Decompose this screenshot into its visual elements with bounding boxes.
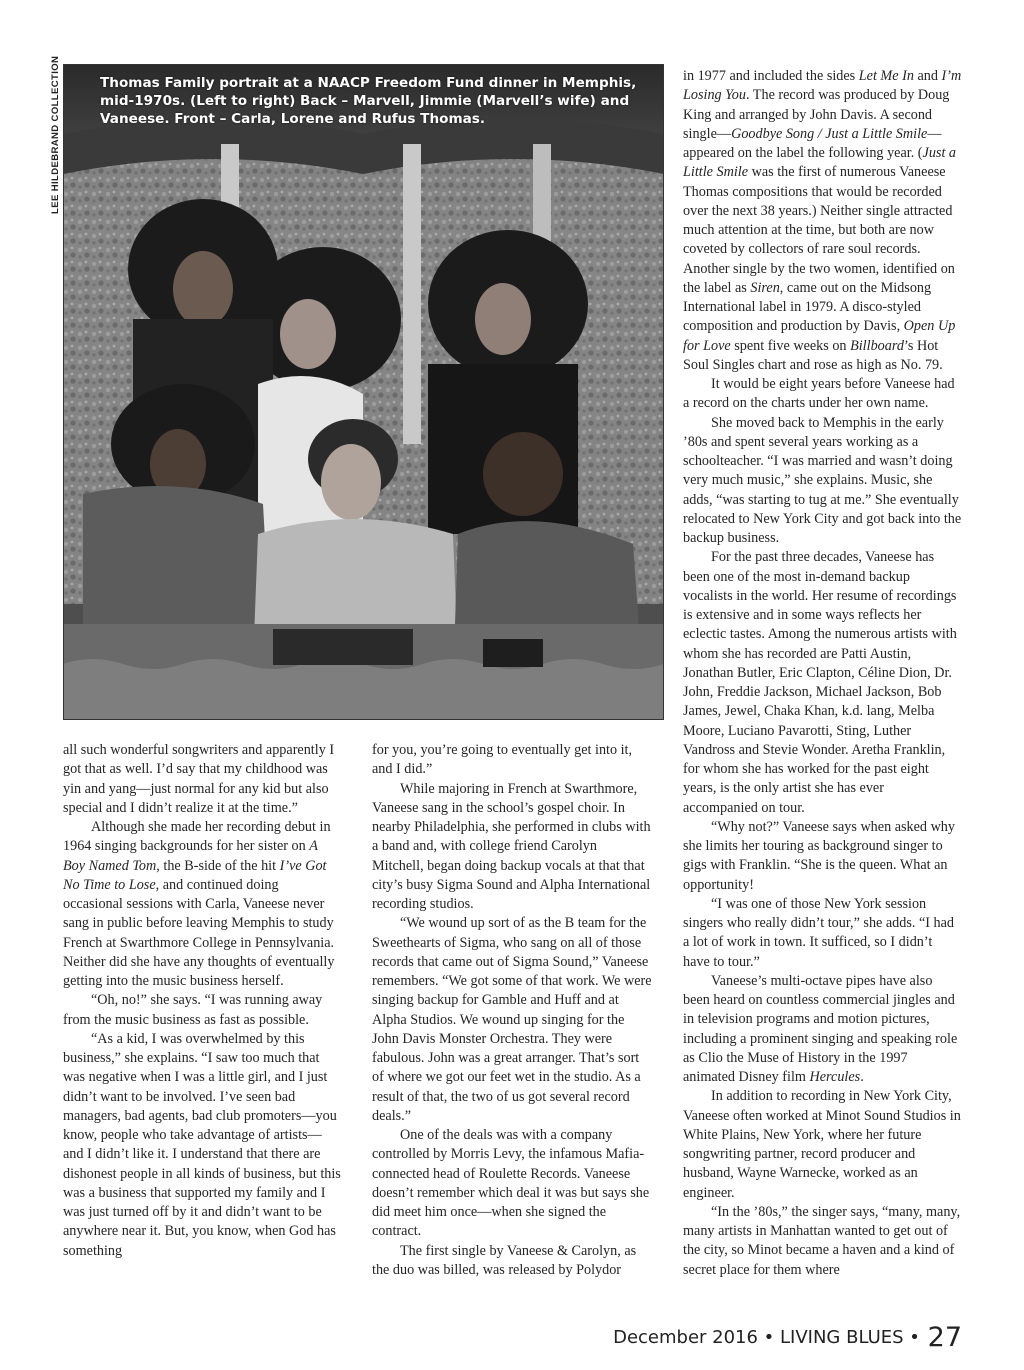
article-column-1 — [63, 741, 341, 1261]
song-title: I’m Losing You — [683, 68, 962, 104]
text-run: , the B-side of the hit — [156, 857, 280, 874]
paragraph — [63, 818, 341, 991]
text-run: and — [913, 68, 942, 84]
paragraph: While majoring in French at Swarthmore, Vaneese sang in the school’s gospel choir. In nearby Philadelphia, she performed in clubs with a band and, with college friend Carolyn Mitchell, began doing backup vocals at that that city’s busy Sigma Sound and Alpha International recording studios. — [372, 780, 651, 912]
text-run: . — [860, 1069, 864, 1085]
song-title: A Boy Named Tom — [63, 838, 318, 874]
song-title: Just a Little Smile — [683, 145, 957, 181]
artist-name: Siren — [750, 279, 780, 296]
text-run: spent five weeks on — [730, 337, 851, 354]
publication-title: Billboard — [850, 337, 904, 354]
photo-credit: LEE HILDEBRAND COLLECTION — [50, 55, 61, 214]
paragraph: “Why not?” Vaneese says when asked why she limits her touring as background singer to gigs with Franklin. “She is the queen. What an opportunity! — [683, 818, 955, 893]
song-title: Let Me In — [858, 68, 914, 84]
paragraph: “I was one of those New York session singers who really didn’t tour,” she adds. “I had a lot of work in town. It sufficed, so I didn’t have to tour.” — [683, 895, 955, 970]
photo-caption: Thomas Family portrait at a NAACP Freedom Fund dinner in Memphis, mid-1970s. (Left to right) Back – Marvell, Jimmie (Marvell’s wife) and Vaneese. Front – Carla, Lorene and Rufus Thomas. — [100, 75, 637, 127]
paragraph: for you, you’re going to eventually get into it, and I did.” — [372, 742, 633, 778]
paragraph: One of the deals was with a company controlled by Morris Levy, the infamous Mafia-connected head of Roulette Records. Vaneese doesn’t remember which deal it was but says she did meet him once—when she signed the contract. — [372, 1127, 650, 1240]
paragraph: For the past three decades, Vaneese has been one of the most in-demand backup vocalists in the world. Her resume of recordings is extensive and in some ways reflects her eclectic tastes. Among the numerous artists with whom she has recorded are Patti Austin, Jonathan Butler, Eric Clapton, Céline Dion, Dr. John, Freddie Jackson, Michael Jackson, Bob James, Jewel, Chaka Khan, k.d. lang, Melba Moore, Luciano Pavarotti, Sting, Luther Vandross and Stevie Wonder. Aretha Franklin, for whom she has worked for the past eight years, is the only artist she has ever accompanied on tour. — [683, 549, 957, 816]
text-run: Vaneese’s multi-octave pipes have also been heard on countless commercial jingles and in television programs and motion pictures, including a prominent singing and speaking role as Clio the Muse of History in the 1997 animated Disney film — [683, 972, 958, 1085]
page-number: 27 — [927, 1322, 962, 1353]
paragraph: It would be eight years before Vaneese had a record on the charts under her own name. — [683, 376, 955, 412]
text-run: ’s Hot Soul Singles chart and rose as high as No. 79. — [683, 337, 943, 373]
paragraph: The first single by Vaneese & Carolyn, as the duo was billed, was released by Polydor — [372, 1242, 637, 1278]
paragraph: In addition to recording in New York City, Vaneese often worked at Minot Sound Studios in White Plains, New York, where her future songwriting partner, record producer and husband, Wayne Warnecke, worked as an engineer. — [683, 1088, 961, 1201]
article-column-3 — [683, 67, 962, 1280]
text-run: was the first of numerous Vaneese Thomas compositions that would be recorded over the next 38 years.) Neither single attracted much attention at the time, but both are now coveted by collectors of rare soul records. Another single by the two women, identified on the label as — [683, 164, 955, 296]
portrait-image — [63, 64, 664, 720]
text-run: , came out on the Midsong International label in 1979. A disco-styled composition and production by Davis, — [683, 279, 932, 335]
text-run: , and continued doing occasional sessions with Carla, Vaneese never sang in public before leaving Memphis to study French at Swarthmore College in Pennsylvania. Neither did she have any thoughts of eventually getting into the music business herself. — [63, 876, 335, 989]
film-title: Hercules — [809, 1069, 861, 1085]
paragraph: all such wonderful songwriters and apparently I got that as well. I’d say that my childhood was yin and yang—just normal for any kid but also special and I didn’t realize it at the time.” — [63, 742, 335, 816]
song-title: Open Up for Love — [683, 318, 956, 354]
paragraph — [683, 67, 962, 375]
text-run: in 1977 and included the sides — [683, 68, 859, 84]
page-footer — [613, 1322, 962, 1353]
song-title: I’ve Got No Time to Lose — [63, 857, 327, 893]
song-title: Goodbye Song / Just a Little Smile — [731, 125, 928, 142]
family-portrait-photo — [63, 64, 664, 720]
paragraph: “Oh, no!” she says. “I was running away from the music business as fast as possible. — [63, 992, 323, 1028]
text-run: . The record was produced by Doug King and arranged by John Davis. A second single— — [683, 87, 950, 142]
article-column-2 — [372, 741, 652, 1280]
paragraph: She moved back to Memphis in the early ’80s and spent several years working as a schoolteacher. “I was married and wasn’t doing very much music,” she explains. Music, she adds, “was starting to tug at me.” She eventually relocated to New York City and got back into the backup business. — [683, 414, 962, 546]
paragraph — [683, 972, 962, 1088]
text-run: —appeared on the label the following year. ( — [683, 125, 942, 161]
paragraph: “In the ’80s,” the singer says, “many, many, many artists in Manhattan wanted to get out of the city, so Minot became a haven and a kind of secret place for them where — [683, 1203, 961, 1278]
issue-label: December 2016 • LIVING BLUES • — [613, 1327, 920, 1348]
paragraph: “As a kid, I was overwhelmed by this business,” she explains. “I saw too much that was negative when I was a little girl, and I just didn’t want to be involved. I’ve seen bad managers, bad agents, bad club promoters—you know, people who take advantage of artists—and I didn’t like it. I understand that there are dishonest people in all kinds of business, but this was a business that supported my family and I was just turned off by it and didn’t want to be anywhere near it. But, you know, when God has something — [63, 1030, 341, 1259]
paragraph: “We wound up sort of as the B team for the Sweethearts of Sigma, who sang on all of those records that came out of Sigma Sound,” Vaneese remembers. “We got some of that work. We were singing backup for Gamble and Huff and at Alpha Studios. We wound up singing for the John Davis Monster Orchestra. They were fabulous. John was a great arranger. That’s sort of where we got our feet wet in the studio. As a result of that, the two of us got several record deals.” — [372, 915, 652, 1124]
text-run: Although she made her recording debut in 1964 singing backgrounds for her sister on — [63, 819, 331, 855]
